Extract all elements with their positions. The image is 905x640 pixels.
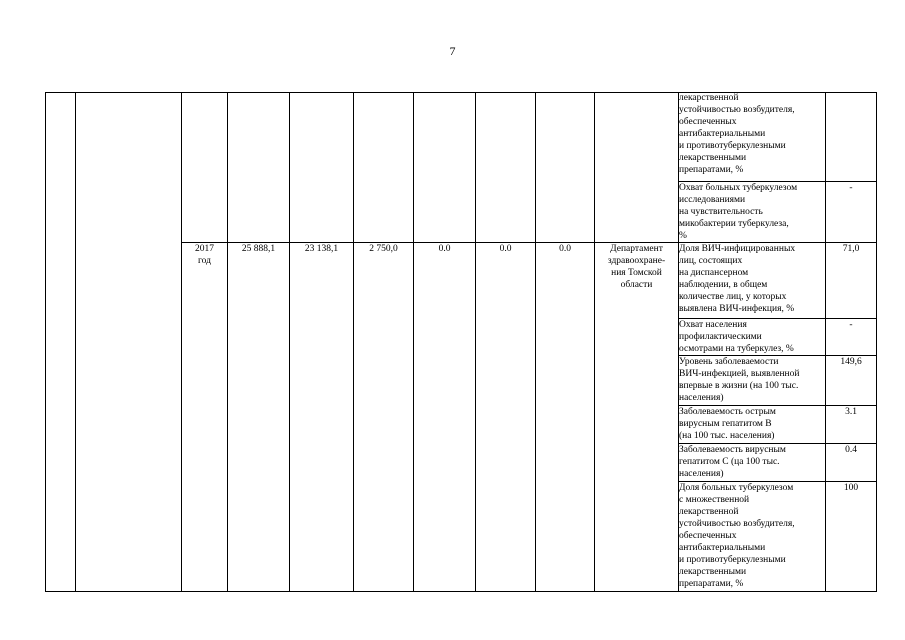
page-number: 7 — [449, 44, 456, 58]
funding-col5: 0.0 — [476, 243, 536, 592]
indicator-value — [826, 93, 877, 182]
funding-col2: 23 138,1 — [290, 243, 354, 592]
program-table — [45, 92, 877, 592]
number-cell — [46, 93, 76, 592]
indicator-value: 100 — [826, 482, 877, 592]
indicator-cell: Охват населения профилактическими осмотрами на туберкулез, % — [679, 319, 826, 356]
table-row — [46, 93, 877, 182]
total-funding: 25 888,1 — [228, 243, 290, 592]
empty-cell — [476, 93, 536, 243]
indicator-value: 3.1 — [826, 406, 877, 444]
empty-cell — [290, 93, 354, 243]
empty-cell — [228, 93, 290, 243]
indicator-cell: Заболеваемость вирусным гепатитом С (ца 100 тыс. населения) — [679, 444, 826, 482]
funding-col3: 2 750,0 — [354, 243, 414, 592]
indicator-value: 149,6 — [826, 356, 877, 406]
empty-cell — [536, 93, 595, 243]
indicator-value: - — [826, 182, 877, 243]
indicator-cell: лекарственной устойчивостью возбудителя, обеспеченных антибактериальными и противотуберкулезными лекарственными препаратами, % — [679, 93, 826, 182]
year-cell: 2017 год — [182, 243, 228, 592]
funding-col6: 0.0 — [536, 243, 595, 592]
empty-cell — [182, 93, 228, 243]
empty-cell — [595, 93, 679, 243]
indicator-value: 71,0 — [826, 243, 877, 319]
department-cell: Департамент здравоохране- ния Томской области — [595, 243, 679, 592]
indicator-cell: Доля больных туберкулезом с множественной лекарственной устойчивостью возбудителя, обеспеченных антибактериальными и противотуберкулезными лекарственными препаратами, % — [679, 482, 826, 592]
indicator-cell: Уровень заболеваемости ВИЧ-инфекцией, выявленной впервые в жизни (на 100 тыс. населения) — [679, 356, 826, 406]
indicator-cell: Охват больных туберкулезом исследованиями на чувствительность микобактерии туберкулеза, % — [679, 182, 826, 243]
empty-cell — [414, 93, 476, 243]
funding-col4: 0.0 — [414, 243, 476, 592]
empty-cell — [354, 93, 414, 243]
indicator-cell: Заболеваемость острым вирусным гепатитом В (на 100 тыс. населения) — [679, 406, 826, 444]
indicator-value: - — [826, 319, 877, 356]
indicator-cell: Доля ВИЧ-инфицированных лиц, состоящих на диспансерном наблюдении, в общем количестве лиц, у которых выявлена ВИЧ-инфекция, % — [679, 243, 826, 319]
measure-name-cell — [76, 93, 182, 592]
indicator-value: 0.4 — [826, 444, 877, 482]
